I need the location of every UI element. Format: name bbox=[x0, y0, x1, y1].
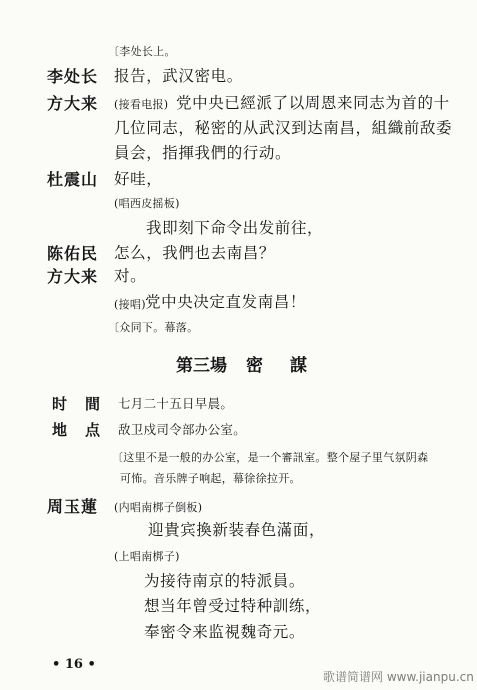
stage-direction: 〔这里不是一般的办公室，是一个審訊室。整个屋子里气氛阴森 bbox=[112, 451, 429, 464]
sung-line: 迎貴宾換新装春色滿面， bbox=[148, 521, 326, 539]
dialogue-line: 党中央已經派了以周恩来同志为首的十 bbox=[176, 94, 450, 112]
stage-direction: 〔李处长上。 bbox=[108, 45, 176, 58]
sung-line: 我即刻下命令出发前往， bbox=[146, 219, 324, 237]
speaker-name: 方大来 bbox=[47, 267, 99, 286]
stage-note: (接看电报) bbox=[114, 98, 169, 111]
sung-line: 奉密令来监視魏奇元。 bbox=[144, 623, 306, 641]
speaker-name: 周玉蓮 bbox=[47, 497, 99, 516]
stage-note: (唱西皮摇板) bbox=[114, 197, 180, 210]
stage-note: (内唱南梆子倒板) bbox=[114, 501, 203, 514]
time-text: 七月二十五日早晨。 bbox=[118, 396, 234, 411]
speaker-name: 杜震山 bbox=[47, 170, 99, 189]
speaker-name: 陈佑民 bbox=[47, 244, 99, 263]
place-label: 地 bbox=[52, 421, 68, 439]
sung-line: 党中央决定直发南昌！ bbox=[145, 293, 307, 311]
watermark: 歌谱简谱网 www.jianpu.cn bbox=[323, 670, 474, 684]
stage-note: (接唱) bbox=[114, 298, 146, 311]
place-label: 点 bbox=[85, 421, 101, 439]
scene-name-char: 謀 bbox=[290, 356, 307, 376]
page-number: • 16 • bbox=[52, 657, 96, 672]
stage-note: (上唱南梆子) bbox=[114, 550, 180, 563]
place-text: 敌卫戍司令部办公室。 bbox=[118, 422, 247, 437]
dialogue-line: 几位同志，秘密的从武汉到达南昌，組織前敌委 bbox=[114, 119, 453, 137]
dialogue-line: 对。 bbox=[114, 267, 147, 285]
stage-direction: 〔众同下。幕落。 bbox=[108, 321, 199, 334]
scene-name-char: 密 bbox=[246, 356, 263, 376]
dialogue-line: 好哇， bbox=[114, 170, 163, 188]
scene-title: 第三場 bbox=[176, 356, 227, 376]
time-label: 时 bbox=[52, 395, 68, 413]
dialogue-line: 員会，指揮我們的行动。 bbox=[114, 144, 292, 162]
sung-line: 为接待南京的特派員。 bbox=[144, 572, 306, 590]
sung-line: 想当年曾受过特种訓练， bbox=[144, 597, 322, 615]
speaker-name: 李处长 bbox=[47, 67, 99, 86]
time-label: 間 bbox=[85, 395, 101, 413]
stage-direction: 可怖。音乐牌子响起，幕徐徐拉开。 bbox=[120, 472, 301, 485]
dialogue-line: 怎么，我們也去南昌？ bbox=[114, 244, 276, 262]
dialogue-line: 报告，武汉密电。 bbox=[114, 67, 243, 85]
speaker-name: 方大来 bbox=[47, 94, 99, 113]
